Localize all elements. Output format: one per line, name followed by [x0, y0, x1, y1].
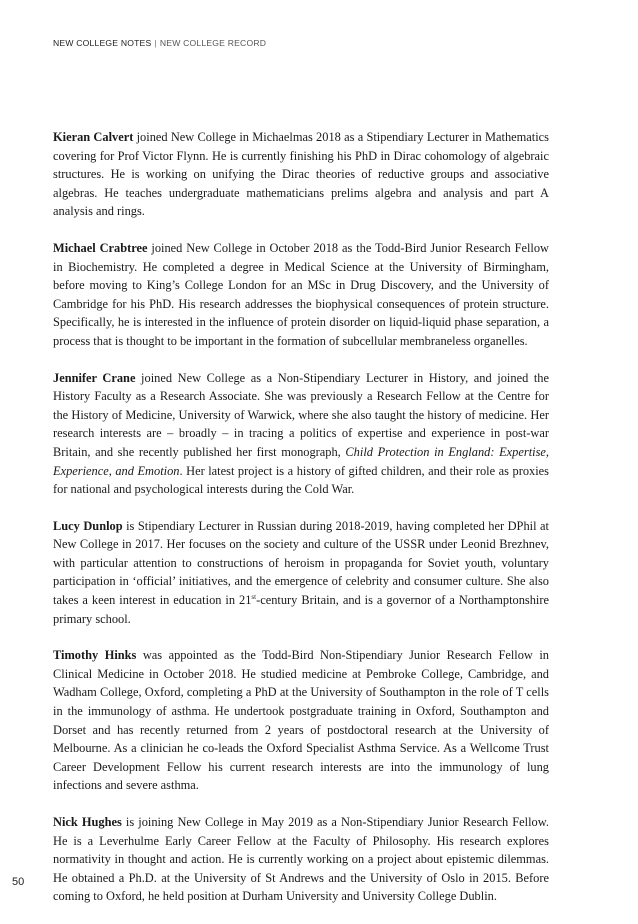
bio-paragraph-nick-hughes	[53, 813, 549, 906]
bio-name: Michael Crabtree	[53, 240, 148, 255]
book-title: Child Protection in England: Expertise, Experience, and Emotion	[53, 444, 549, 478]
ordinal-suffix: st	[251, 592, 257, 601]
running-header	[53, 38, 266, 48]
bio-name: Nick Hughes	[53, 815, 122, 829]
page-number: 50	[12, 876, 25, 888]
bio-text: is Stipendiary Lecturer in Russian during 2018-2019, having completed her DPhil at New College in 2017. Her focuses on the society and culture of the USSR under Leonid Brezhnev, with particular attention to constructions of heroism in propaganda for Soviet youth, voluntary participation in ‘official’ initiatives, and the emergence of celebrity and consumer culture. She also takes a keen interest in education in 21	[53, 518, 549, 608]
bio-paragraph-jennifer-crane	[53, 369, 549, 499]
bio-paragraph-kieran-calvert	[53, 128, 549, 221]
header-separator: |	[154, 38, 157, 48]
header-section: NEW COLLEGE NOTES	[53, 38, 152, 48]
bio-text-continued: -century Britain, and is a governor of a Northamptonshire primary school.	[53, 593, 549, 626]
bio-paragraph-timothy-hinks	[53, 646, 549, 795]
bio-paragraph-michael-crabtree	[53, 239, 549, 351]
bio-text: joined New College in October 2018 as the Todd-Bird Junior Research Fellow in Biochemistry. He completed a degree in Medical Science at the University of Birmingham, before moving to King’s College London for an MSc in Drug Discovery, and the University of Cambridge for his PhD. His research addresses the biophysical consequences of protein structure. Specifically, he is interested in the influence of protein disorder on liquid-liquid phase separation, a process that is thought to be important in the formation of subcellular membraneless organelles.	[53, 240, 549, 348]
bio-text: joined New College as a Non-Stipendiary Lecturer in History, and joined the History Faculty as a Research Associate. She was previously a Research Fellow at the Centre for the History of Medicine, University of Warwick, where she also taught the history of medicine. Her research interests are – broadly – in tracing a politics of expertise and experience in post-war Britain, and she recently published her first monograph,	[53, 370, 549, 459]
bio-text-continued: . Her latest project is a history of gifted children, and their role as proxies for national and psychological interests during the Cold War.	[53, 463, 549, 497]
bio-name: Kieran Calvert	[53, 130, 134, 144]
bio-list	[53, 128, 549, 924]
bio-text: was appointed as the Todd-Bird Non-Stipendiary Junior Research Fellow in Clinical Medicine in October 2018. He studied medicine at Pembroke College, Cambridge, and Wadham College, Oxford, completing a PhD at the University of Southampton in the role of T cells in the immunology of asthma. He undertook postgraduate training in Oxford, Southampton and Dorset and has recently returned from 2 years of postdoctoral research at the University of Melbourne. As a clinician he co-leads the Oxford Specialist Asthma Service. As a Wellcome Trust Career Development Fellow his current research interests are into the immunology of lung infections and severe asthma.	[53, 648, 549, 793]
bio-text: joined New College in Michaelmas 2018 as a Stipendiary Lecturer in Mathematics covering for Prof Victor Flynn. He is currently finishing his PhD in Dirac cohomology of algebraic structures. He is working on unifying the Dirac theories of reductive groups and associative algebras. He teaches undergraduate mathematicians prelims algebra and analysis and part A analysis and rings.	[53, 130, 549, 219]
bio-name: Timothy Hinks	[53, 648, 137, 663]
bio-text: is joining New College in May 2019 as a Non-Stipendiary Junior Research Fellow. He is a Leverhulme Early Career Fellow at the Faculty of Philosophy. His research explores normativity in thought and action. He is currently working on a project about epistemic dilemmas. He obtained a Ph.D. at the University of St Andrews and the University of Oslo in 2015. Before coming to Oxford, he held position at Durham University and University College Dublin.	[53, 815, 549, 904]
bio-name: Lucy Dunlop	[53, 518, 123, 533]
header-publication: NEW COLLEGE RECORD	[159, 38, 267, 48]
bio-paragraph-lucy-dunlop	[53, 517, 549, 629]
bio-name: Jennifer Crane	[53, 370, 136, 385]
